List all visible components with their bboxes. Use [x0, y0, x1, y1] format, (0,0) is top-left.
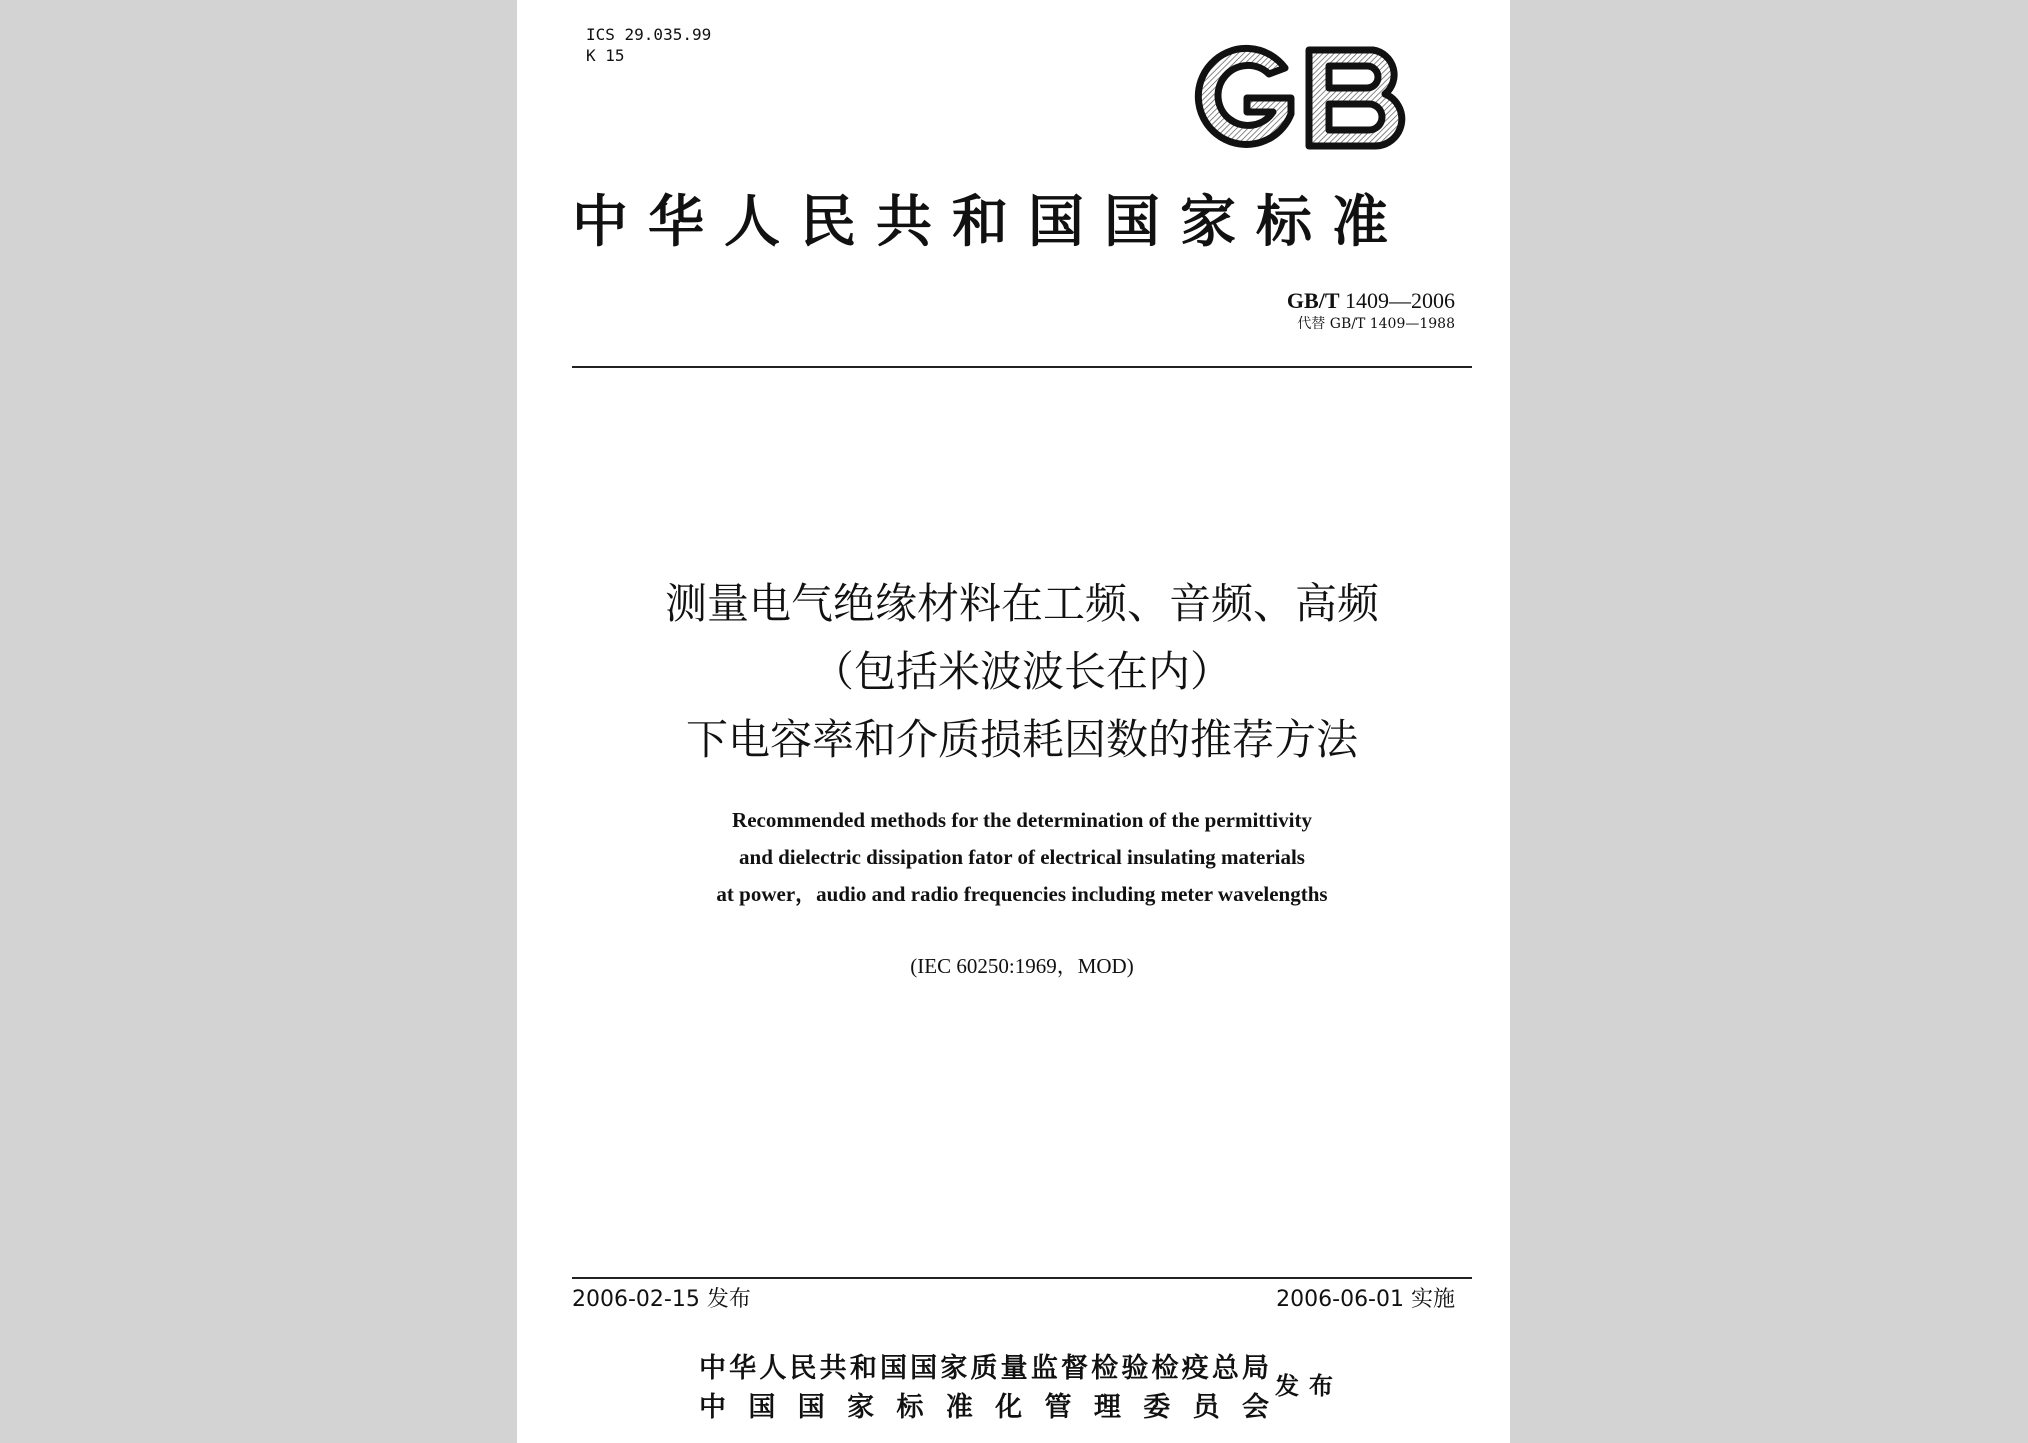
implementation-date: 2006-06-01 实施: [1276, 1287, 1455, 1312]
gb-logo-icon: [1185, 38, 1415, 158]
top-divider: [572, 366, 1472, 368]
chinese-title-line-1: 测量电气绝缘材料在工频、音频、高频: [664, 579, 1379, 628]
standard-number-block: [1287, 288, 1455, 334]
classification-block: [586, 24, 711, 66]
ics-code: ICS 29.035.99: [586, 25, 712, 44]
issuing-authorities: [699, 1349, 1269, 1427]
standard-code-number: 1409—2006: [1345, 288, 1455, 313]
chinese-title-line-3: 下电容率和介质损耗因数的推荐方法: [685, 715, 1358, 764]
english-title: [572, 802, 1472, 913]
english-title-line-1: Recommended methods for the determination of the permittivity: [732, 808, 1312, 832]
chinese-title: [572, 570, 1472, 774]
document-page: [517, 0, 1510, 1443]
english-title-line-3: at power，audio and radio frequencies including meter wavelengths: [716, 882, 1328, 906]
national-standard-title: 中华人民共和国国家标准: [572, 189, 1408, 255]
replaces-standard: 代替 GB/T 1409—1988: [1297, 316, 1455, 332]
standard-code-prefix: GB/T: [1286, 288, 1340, 313]
bottom-divider: [572, 1277, 1472, 1279]
issuer-sac: 中国国家标准化管理委员会: [699, 1392, 1269, 1423]
publish-label: 发布: [1275, 1371, 1343, 1400]
standard-code: [1287, 288, 1455, 314]
iec-reference: (IEC 60250:1969，MOD): [910, 954, 1134, 978]
english-title-line-2: and dielectric dissipation fator of electrical insulating materials: [739, 845, 1305, 869]
issuer-aqsiq: 中华人民共和国国家质量监督检验检疫总局: [699, 1353, 1269, 1384]
chinese-title-line-2: （包括米波波长在内）: [811, 647, 1232, 696]
issue-date: 2006-02-15 发布: [572, 1287, 751, 1312]
category-code: K 15: [586, 46, 625, 65]
